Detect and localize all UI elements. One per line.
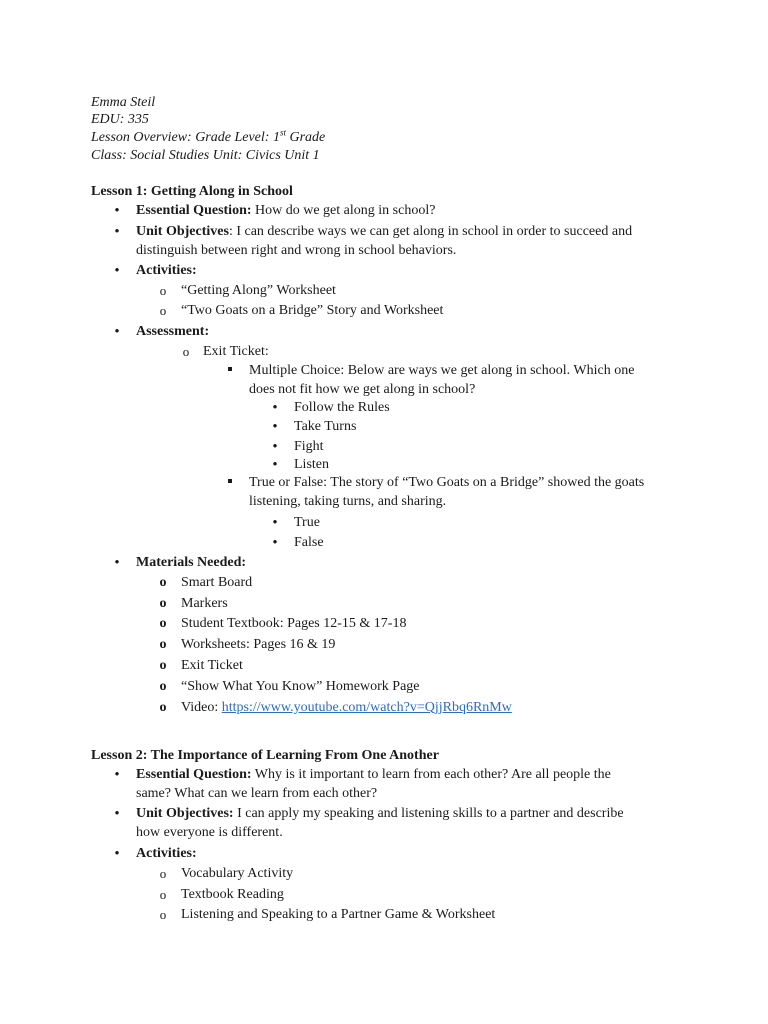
uo-label: Unit Objectives: bbox=[136, 806, 234, 821]
list-item: Smart Board bbox=[181, 575, 253, 590]
circle-bullet-icon bbox=[153, 886, 173, 905]
square-bullet-icon bbox=[220, 474, 240, 492]
bullet-icon bbox=[107, 202, 127, 221]
list-item: Listen bbox=[294, 457, 329, 472]
eq-label: Essential Question: bbox=[136, 203, 252, 218]
eq-text: Why is it important to learn from each other? Are all people the bbox=[251, 767, 611, 782]
lesson1-essential-question bbox=[136, 202, 435, 220]
bullet-icon bbox=[107, 766, 127, 785]
lesson1-activities-label: Activities: bbox=[136, 263, 197, 278]
lesson1-materials-label: Materials Needed: bbox=[136, 555, 247, 570]
list-item: Listening and Speaking to a Partner Game & Worksheet bbox=[181, 907, 496, 922]
true-false-question: True or False: The story of “Two Goats on a Bridge” showed the goats bbox=[249, 475, 645, 490]
bullet-icon bbox=[265, 456, 285, 475]
bullet-icon bbox=[265, 399, 285, 418]
video-label: Video: bbox=[181, 700, 222, 715]
list-item: “Getting Along” Worksheet bbox=[181, 283, 336, 298]
list-item: “Two Goats on a Bridge” Story and Worksheet bbox=[181, 303, 444, 318]
bullet-icon bbox=[107, 262, 127, 281]
lesson2-title: Lesson 2: The Importance of Learning From One Another bbox=[91, 748, 439, 763]
bullet-icon bbox=[107, 805, 127, 824]
lesson2-unit-objectives-cont: how everyone is different. bbox=[136, 825, 283, 840]
bullet-icon bbox=[265, 418, 285, 437]
circle-bullet-icon bbox=[176, 343, 196, 362]
circle-bullet-icon bbox=[153, 678, 173, 696]
uo-text: I can apply my speaking and listening skills to a partner and describe bbox=[233, 806, 624, 821]
circle-bullet-icon bbox=[153, 574, 173, 592]
multiple-choice-question: Multiple Choice: Below are ways we get along in school. Which one bbox=[249, 363, 635, 378]
bullet-icon bbox=[265, 438, 285, 457]
lesson2-unit-objectives bbox=[136, 805, 624, 823]
circle-bullet-icon bbox=[153, 865, 173, 884]
list-item: Student Textbook: Pages 12-15 & 17-18 bbox=[181, 616, 407, 631]
lesson2-essential-question bbox=[136, 766, 611, 784]
exit-ticket-label: Exit Ticket: bbox=[203, 344, 269, 359]
bullet-icon bbox=[107, 554, 127, 573]
lesson1-unit-objectives-cont: distinguish between right and wrong in school behaviors. bbox=[136, 243, 457, 258]
lesson-overview-line bbox=[91, 129, 325, 147]
circle-bullet-icon bbox=[153, 636, 173, 654]
overview-suffix: Grade bbox=[285, 130, 326, 145]
square-bullet-icon bbox=[220, 362, 240, 380]
circle-bullet-icon bbox=[153, 906, 173, 925]
list-item: Exit Ticket bbox=[181, 658, 243, 673]
list-item: Take Turns bbox=[294, 419, 357, 434]
list-item: Vocabulary Activity bbox=[181, 866, 294, 881]
list-item: False bbox=[294, 535, 324, 550]
true-false-question-cont: listening, taking turns, and sharing. bbox=[249, 494, 447, 509]
overview-superscript: st bbox=[279, 127, 286, 138]
list-item: True bbox=[294, 515, 320, 530]
circle-bullet-icon bbox=[153, 302, 173, 321]
video-item bbox=[181, 699, 512, 717]
circle-bullet-icon bbox=[153, 282, 173, 301]
bullet-icon bbox=[107, 223, 127, 242]
uo-label: Unit Objectives bbox=[136, 224, 229, 239]
overview-prefix: Lesson Overview: Grade Level: 1 bbox=[91, 130, 280, 145]
author-name: Emma Steil bbox=[91, 95, 156, 110]
uo-text: : I can describe ways we can get along in school in order to succeed and bbox=[228, 224, 633, 239]
multiple-choice-question-cont: does not fit how we get along in school? bbox=[249, 382, 476, 397]
lesson1-unit-objectives bbox=[136, 223, 632, 241]
list-item: Fight bbox=[294, 439, 324, 454]
list-item: “Show What You Know” Homework Page bbox=[181, 679, 420, 694]
list-item: Follow the Rules bbox=[294, 400, 390, 415]
list-item: Markers bbox=[181, 596, 228, 611]
circle-bullet-icon bbox=[153, 699, 173, 717]
lesson2-activities-label: Activities: bbox=[136, 846, 197, 861]
bullet-icon bbox=[265, 514, 285, 533]
video-link[interactable]: https://www.youtube.com/watch?v=QjjRbq6RnMw bbox=[221, 700, 512, 715]
list-item: Worksheets: Pages 16 & 19 bbox=[181, 637, 336, 652]
class-line: Class: Social Studies Unit: Civics Unit 1 bbox=[91, 148, 320, 163]
bullet-icon bbox=[107, 323, 127, 342]
eq-text: How do we get along in school? bbox=[251, 203, 436, 218]
lesson1-title: Lesson 1: Getting Along in School bbox=[91, 184, 293, 199]
bullet-icon bbox=[107, 845, 127, 864]
bullet-icon bbox=[265, 534, 285, 553]
circle-bullet-icon bbox=[153, 657, 173, 675]
circle-bullet-icon bbox=[153, 595, 173, 613]
list-item: Textbook Reading bbox=[181, 887, 284, 902]
circle-bullet-icon bbox=[153, 615, 173, 633]
course-code: EDU: 335 bbox=[91, 112, 149, 127]
eq-label: Essential Question: bbox=[136, 767, 252, 782]
lesson2-essential-question-cont: same? What can we learn from each other? bbox=[136, 786, 378, 801]
lesson1-assessment-label: Assessment: bbox=[136, 324, 210, 339]
